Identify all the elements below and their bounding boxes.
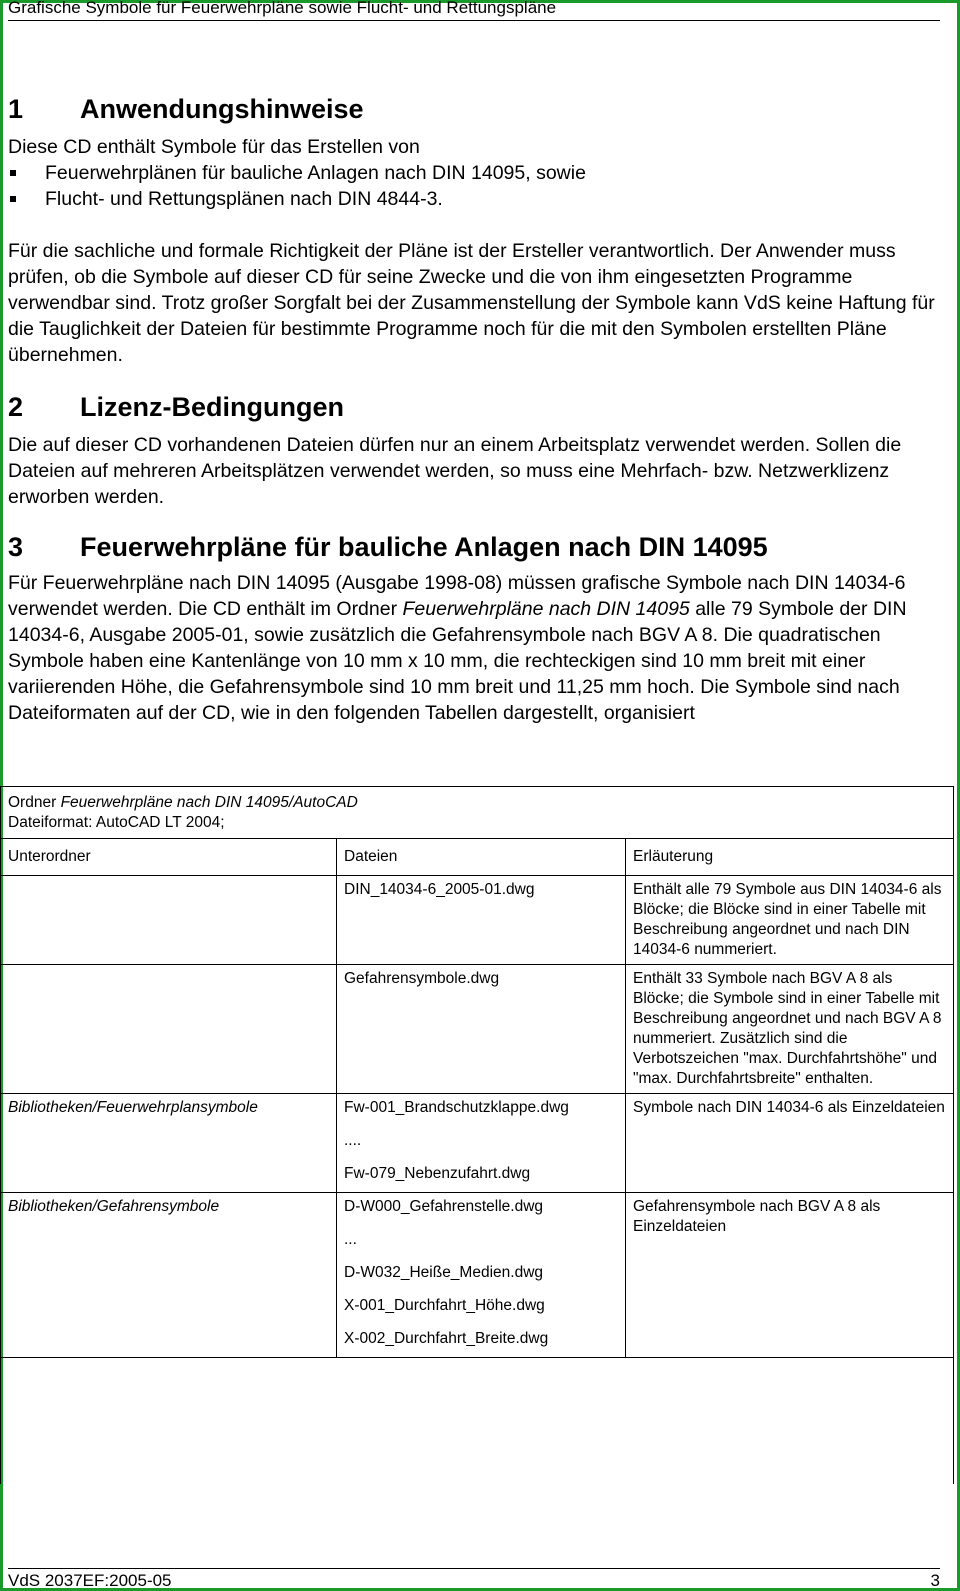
section-1-number: 1	[8, 94, 24, 124]
subfolder-cell: Bibliotheken/Feuerwehrplansymbole	[1, 1094, 337, 1193]
file-name: ....	[344, 1132, 362, 1149]
section-2-title: Lizenz-Bedingungen	[80, 392, 344, 422]
section-3-folder-name: Feuerwehrpläne nach DIN 14095	[402, 598, 690, 620]
bullet-item: Feuerwehrplänen für bauliche Anlagen nach DIN 14095, sowie	[8, 160, 942, 186]
section-3-paragraph	[8, 570, 942, 726]
note-cell: Symbole nach DIN 14034-6 als Einzeldateien	[626, 1094, 954, 1193]
table-row	[1, 1094, 954, 1193]
folder-name: Feuerwehrpläne nach DIN 14095/AutoCAD	[60, 794, 358, 811]
section-3-text-start: Für Feuerwehrpläne nach DIN 14095 (Ausgabe 1998-08) müssen grafische Symbole nach DIN 14034-6 verwendet werden. Die CD enthält im Ordner	[8, 572, 906, 620]
file-name: X-002_Durchfahrt_Breite.dwg	[344, 1330, 549, 1347]
file-name: D-W000_Gefahrenstelle.dwg	[344, 1198, 544, 1215]
subfolder-cell: Bibliotheken/Gefahrensymbole	[1, 1193, 337, 1358]
note-cell: Enthält alle 79 Symbole aus DIN 14034-6 als Blöcke; die Blöcke sind in einer Tabelle mit Beschreibung angeordnet und nach DIN 14034-6 nummeriert.	[626, 876, 954, 965]
table-caption-row	[1, 787, 954, 839]
table-empty-row	[1, 1358, 954, 1485]
section-3-heading	[8, 532, 768, 563]
subfolder-cell	[1, 876, 337, 965]
section-1-heading	[8, 94, 364, 125]
section-2-heading	[8, 392, 344, 423]
file-name: Gefahrensymbole.dwg	[344, 970, 500, 987]
file-name: DIN_14034-6_2005-01.dwg	[344, 881, 535, 898]
folder-label: Ordner	[8, 794, 61, 811]
format-line: Dateiformat: AutoCAD LT 2004;	[8, 814, 225, 831]
section-1-title: Anwendungshinweise	[80, 94, 364, 124]
table-row	[1, 965, 954, 1094]
page-number: 3	[930, 1571, 940, 1590]
table-header-row	[1, 839, 954, 876]
file-table	[0, 786, 954, 1484]
table-empty-cell	[1, 1358, 954, 1485]
document-id: VdS 2037EF:2005-05	[8, 1571, 172, 1590]
subfolder-cell	[1, 965, 337, 1094]
section-3-title: Feuerwehrpläne für bauliche Anlagen nach DIN 14095	[80, 532, 768, 562]
files-cell	[337, 1094, 626, 1193]
col-header-notes: Erläuterung	[626, 839, 954, 876]
col-header-files: Dateien	[337, 839, 626, 876]
bullet-item: Flucht- und Rettungsplänen nach DIN 4844-3.	[8, 186, 942, 212]
file-name: Fw-079_Nebenzufahrt.dwg	[344, 1165, 531, 1182]
section-2-paragraph: Die auf dieser CD vorhandenen Dateien dürfen nur an einem Arbeitsplatz verwendet werden. Sollen die Dateien auf mehreren Arbeitsplätzen verwendet werden, so muss eine Mehrfach- bzw. Netzwerklizenz erworben werden.	[8, 434, 902, 508]
section-1-intro: Diese CD enthält Symbole für das Erstellen von	[8, 136, 420, 158]
file-name: ...	[344, 1231, 357, 1248]
section-3-number: 3	[8, 532, 24, 562]
col-header-subfolder: Unterordner	[1, 839, 337, 876]
section-1-bullet-list	[8, 160, 942, 212]
table-row	[1, 876, 954, 965]
table-row	[1, 1193, 954, 1358]
note-cell: Enthält 33 Symbole nach BGV A 8 als Blöcke; die Symbole sind in einer Tabelle mit Beschreibung angeordnet und nach BGV A 8 nummeriert. Zusätzlich sind die Verbotszeichen "max. Durchfahrtshöhe" und "max. Durchfahrtsbreite" enthalten.	[626, 965, 954, 1094]
section-1-body	[8, 134, 942, 212]
file-name: D-W032_Heiße_Medien.dwg	[344, 1264, 544, 1281]
file-name: Fw-001_Brandschutzklappe.dwg	[344, 1099, 569, 1116]
table-caption	[1, 787, 954, 839]
files-cell	[337, 1193, 626, 1358]
file-name: X-001_Durchfahrt_Höhe.dwg	[344, 1297, 545, 1314]
files-cell	[337, 876, 626, 965]
section-2-number: 2	[8, 392, 24, 422]
section-3-text-end: alle 79 Symbole der DIN 14034-6, Ausgabe 2005-01, sowie zusätzlich die Gefahrensymbole nach BGV A 8. Die quadratischen Symbole haben eine Kantenlänge von 10 mm x 10 mm, die rechteckigen sind 10 mm breit mit einer variierenden Höhe, die Gefahrensymbole sind 10 mm breit und 11,25 mm hoch. Die Symbole sind nach Dateiformaten auf der CD, wie in den folgenden Tabellen dargestellt, organisiert	[8, 598, 907, 724]
section-1-paragraph: Für die sachliche und formale Richtigkeit der Pläne ist der Ersteller verantwortlich. Der Anwender muss prüfen, ob die Symbole auf dieser CD für seine Zwecke und die von ihm eingesetzten Programme verwendbar sind. Trotz großer Sorgfalt bei der Zusammenstellung der Symbole kann VdS keine Haftung für die Tauglichkeit der Dateien für bestimmte Programme noch für die mit den Symbolen erstellten Pläne übernehmen.	[8, 240, 935, 366]
note-cell: Gefahrensymbole nach BGV A 8 als Einzeldateien	[626, 1193, 954, 1358]
files-cell	[337, 965, 626, 1094]
page-footer	[8, 1568, 940, 1591]
running-header: Grafische Symbole für Feuerwehrpläne sowie Flucht- und Rettungspläne	[8, 0, 940, 21]
